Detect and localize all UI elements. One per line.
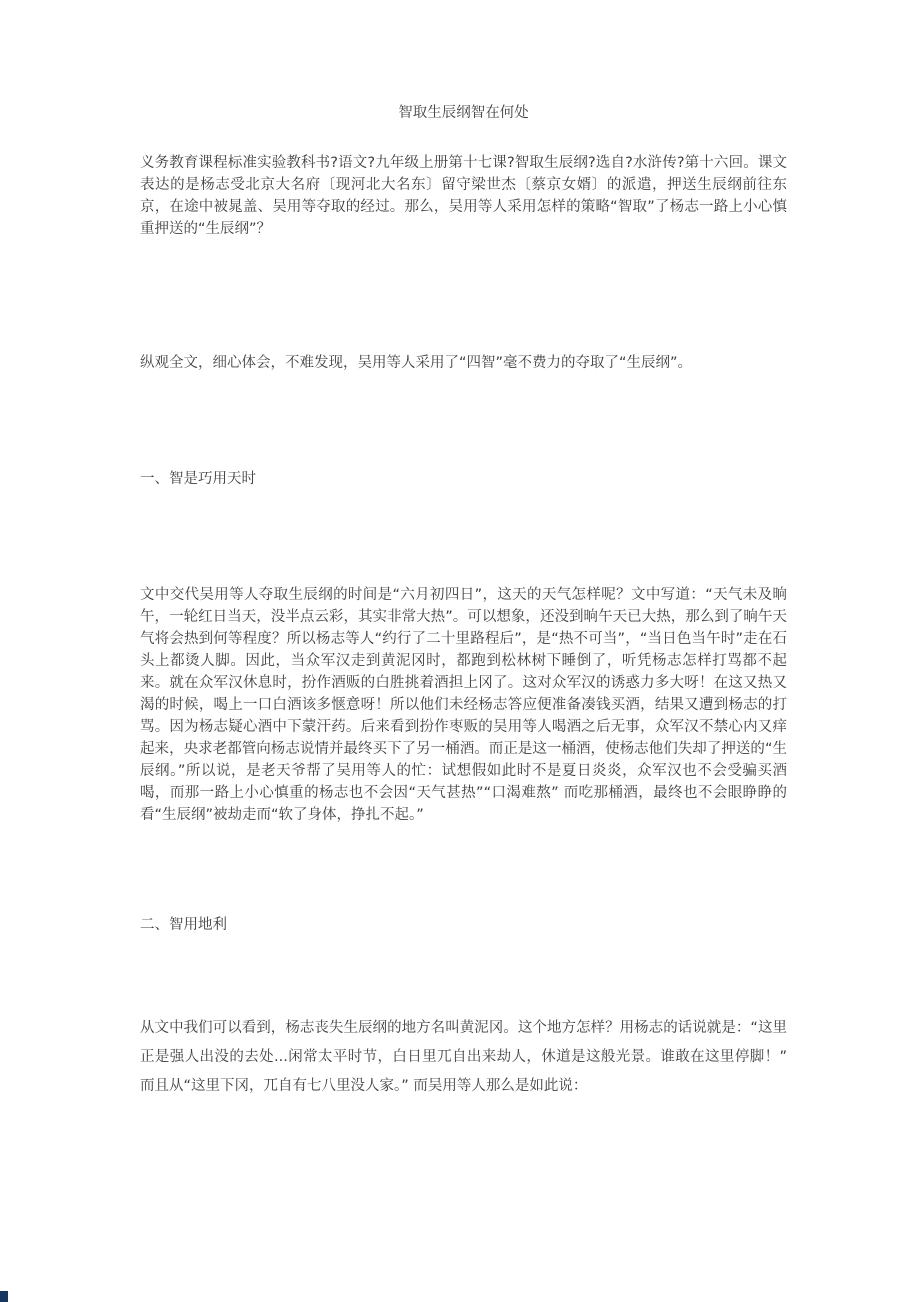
paragraph-summary: 纵观全文，细心体会，不难发现，吴用等人采用了“四智”毫不费力的夺取了“生辰纲”。 bbox=[140, 355, 693, 371]
heading-section-1: 一、智是巧用天时 bbox=[140, 471, 256, 487]
heading-section-2: 二、智用地利 bbox=[140, 917, 227, 933]
document-title bbox=[140, 102, 787, 124]
paragraph-section-1: 文中交代吴用等人夺取生辰纲的时间是“六月初四日”，这天的天气怎样呢？文中写道：“天气未及晌午，一轮红日当天，没半点云彩，其实非常大热”。可以想象，还没到晌午天已大热，那么到了晌午天气将会热到何等程度？所以杨志等人“约行了二十里路程后”，是“热不可当”，“当日色当午时”走在石头上都烫人脚。因此，当众军汉走到黄泥冈时，都跑到松林树下睡倒了，听凭杨志怎样打骂都不起来。就在众军汉休息时，扮作酒贩的白胜挑着酒担上冈了。这对众军汉的诱惑力多大呀！在这又热又渴的时候，喝上一口白酒该多惬意呀！所以他们未经杨志答应便准备凑钱买酒，结果又遭到杨志的打骂。因为杨志疑心酒中下蒙汗药。后来看到扮作枣贩的吴用等人喝酒之后无事，众军汉不禁心内又痒起来，央求老都管向杨志说情并最终买下了另一桶酒。而正是这一桶酒，使杨志他们失却了押送的“生辰纲。”所以说，是老天爷帮了吴用等人的忙：试想假如此时不是夏日炎炎，众军汉也不会受骗买酒喝，而那一路上小心慎重的杨志也不会因“天气甚热”“口渴难熬” 而吃那桶酒，最终也不会眼睁睁的看“生辰纲”被劫走而“软了身体，挣扎不起。” bbox=[140, 587, 787, 823]
paragraph-intro: 义务教育课程标准实验教科书?语文?九年级上册第十七课?智取生辰纲?选自?水浒传?第十六回。课文表达的是杨志受北京大名府〔现河北大名东〕留守梁世杰〔蔡京女婿〕的派遣，押送生辰纲前往东京，在途中被晁盖、吴用等夺取的经过。那么，吴用等人采用怎样的策略“智取”了杨志一路上小心慎重押送的“生辰纲”？ bbox=[140, 155, 787, 237]
document-title-text: 智取生辰纲智在何处 bbox=[398, 105, 529, 121]
page-corner-marker bbox=[0, 1291, 8, 1302]
paragraph-section-2: 从文中我们可以看到，杨志丧失生辰纲的地方名叫黄泥冈。这个地方怎样？用杨志的话说就是：“这里正是强人出没的去处...闲常太平时节，白日里兀自出来劫人，休道是这般光景。谁敢在这里停脚！” 而且从“这里下冈，兀自有七八里没人家。” 而吴用等人那么是如此说： bbox=[140, 1020, 787, 1094]
